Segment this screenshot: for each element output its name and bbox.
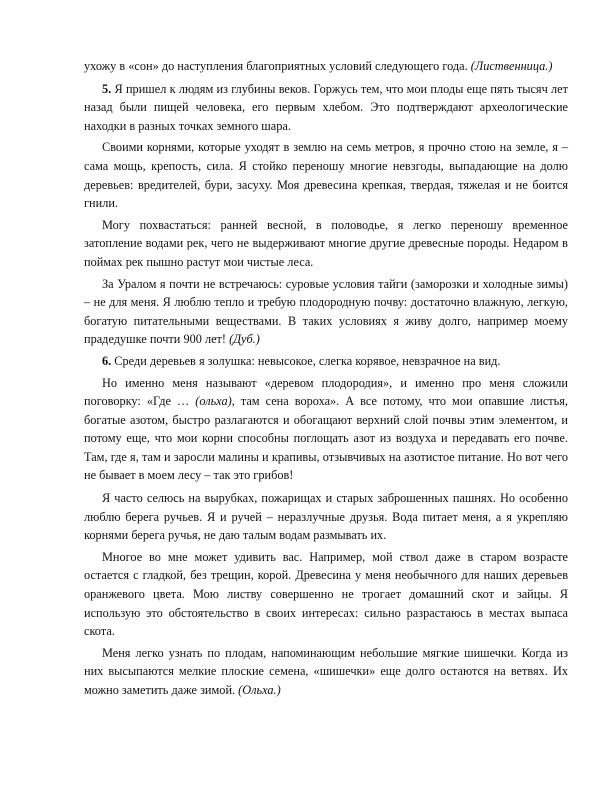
- paragraph-text: Могу похвастаться: ранней весной, в половодье, я легко переношу временное затопление водами рек, чего не выдерживают многие другие древесные породы. Недаром в поймах рек пышно растут мои чистые леса.: [84, 217, 568, 269]
- answer-alder-inline: (ольха): [195, 394, 232, 409]
- paragraph-riddle-5-intro: [84, 80, 568, 136]
- paragraph-text: Многое во мне может удивить вас. Например, мой ствол даже в старом возрасте остается с гладкой, без трещин, корой. Древесина у меня необычного для наших деревьев оранжевого цвета. Мою листву совершенно не трогает домашний скот и зайцы. Я использую это обстоятельство в своих интересах: сильно разрастаюсь в местах выпаса скота.: [84, 549, 568, 639]
- paragraph-text: За Уралом я почти не встречаюсь: суровые условия тайги (заморозки и холодные зимы) – не для меня. Я люблю тепло и требую плодородную почву: достаточно влажную, легкую, богатую питательными веществами. В таких условиях я живу долго, например моему прадедушке почти 900 лет!: [84, 276, 568, 347]
- paragraph-text: Но именно меня называют «деревом плодородия», и именно про меня сложили поговорку: «Где …: [84, 375, 568, 409]
- paragraph-riddle-5-roots: [84, 138, 568, 212]
- answer-larch: (Лиственница.): [470, 59, 553, 73]
- paragraph-riddle-6-intro: [84, 352, 568, 371]
- document-page: [84, 57, 568, 703]
- paragraph-riddle-5-flood: [84, 216, 568, 272]
- riddle-number: 6.: [102, 353, 112, 368]
- paragraph-riddle-6-bark: [84, 548, 568, 641]
- paragraph-larch-end: [84, 57, 568, 76]
- answer-alder: (Ольха.): [238, 683, 281, 697]
- paragraph-riddle-6-streams: [84, 489, 568, 545]
- paragraph-riddle-6-fruits: [84, 644, 568, 700]
- paragraph-text: Я часто селюсь на вырубках, пожарищах и старых заброшенных пашнях. Но особенно люблю берега ручьев. Я и ручей – неразлучные друзья. Вода питает меня, а я укрепляю корнями берега ручья, не даю талым водам размывать их.: [84, 491, 568, 543]
- paragraph-text: Я пришел к людям из глубины веков. Горжусь тем, что мои плоды еще пять тысяч лет назад были пищей человека, его первым хлебом. Это подтверждают археологические находки в разных точках земного шара.: [84, 81, 568, 133]
- answer-oak: (Дуб.): [229, 332, 260, 347]
- paragraph-text: Своими корнями, которые уходят в землю на семь метров, я прочно стою на земле, я – сама мощь, крепость, сила. Я стойко переношу многие невзгоды, выпадающие на долю деревьев: вредителей, бури, засуху. Моя древесина крепкая, твердая, тяжелая и не боится гнили.: [84, 140, 568, 211]
- paragraph-text: ухожу в «сон» до наступления благоприятных условий следующего года.: [84, 59, 471, 73]
- paragraph-riddle-6-fertility: [84, 374, 568, 486]
- paragraph-text: Среди деревьев я золушка: невысокое, слегка корявое, невзрачное на вид.: [111, 353, 501, 368]
- paragraph-text-cont: , там сена вороха». А все потому, что мои опавшие листья, богатые азотом, быстро разлагаются и обогащают верхний слой почвы этим элементом, и потому еще, что мои корни способны поглощать азот из воздуха и передавать его почве. Там, где я, там и заросли малины и крапивы, отзывчивых на азотистое питание. Но вот чего не бывает в моем лесу – так это грибов!: [84, 394, 569, 483]
- paragraph-riddle-5-ural: [84, 275, 568, 349]
- paragraph-text: Меня легко узнать по плодам, напоминающим небольшие мягкие шишечки. Когда из них высыпаются мелкие плоские семена, «шишечки» еще долго остаются на ветвях. Их можно заметить даже зимой.: [84, 645, 568, 697]
- riddle-number: 5.: [102, 81, 112, 96]
